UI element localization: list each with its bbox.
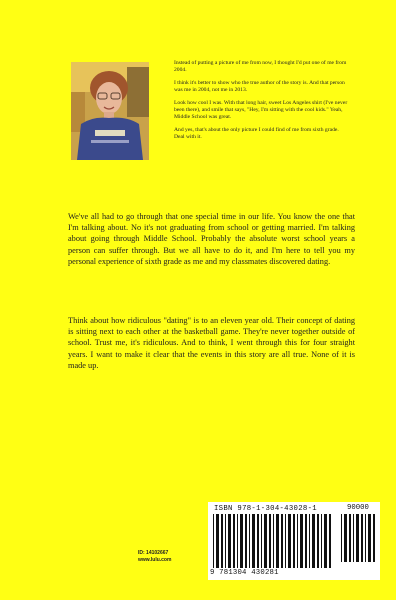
author-photo — [71, 62, 149, 160]
author-note-paragraph: I think it's better to show who the true author of the story is. And that person was me in 2004, not me in 2013. — [174, 80, 345, 93]
publisher-id: ID: 14102667 — [138, 550, 169, 556]
publisher-info — [138, 550, 171, 564]
barcode-addon-digits: 90000 — [347, 504, 369, 512]
author-note-paragraph: Look how cool I was. With that long hair, sweet Los Angeles shirt (I've never been there), and smile that says, "Hey, I'm sitting with the cool kids." Yeah, Middle School was great. — [174, 100, 348, 120]
publisher-url: www.lulu.com — [138, 557, 172, 563]
blurb-paragraph-2: Think about how ridiculous "dating" is to an eleven year old. Their concept of dating is sitting next to each other at the basketball game. They're never together outside of school. Trust me, it's ridiculous. And to think, I went through this for four straight years. I want to make it clear that the events in this story are all true. None of it is made up. — [68, 316, 355, 370]
barcode-addon-bars-icon — [341, 514, 377, 562]
blurb-paragraph-1: We've all had to go through that one special time in our life. You know the one that I'm talking about. No it's not graduating from school or getting married. I'm talking about going through Middle School. Probably the absolute worst school years a person can suffer through. But we all have to do it, and I'm here to tell you my personal experience of sixth grade as me and my classmates discovered dating. — [68, 212, 355, 266]
author-note-paragraph: And yes, that's about the only picture I could find of me from sixth grade. Deal with it. — [174, 127, 339, 140]
author-note — [174, 60, 350, 147]
barcode-bars-icon — [213, 514, 335, 568]
page-edge — [396, 0, 400, 600]
isbn-label: ISBN 978-1-304-43028-1 — [214, 505, 317, 513]
barcode-digits: 9 781304 430281 — [210, 569, 279, 577]
author-note-paragraph: Instead of putting a picture of me from now, I thought I'd put one of me from 2004. — [174, 60, 347, 73]
